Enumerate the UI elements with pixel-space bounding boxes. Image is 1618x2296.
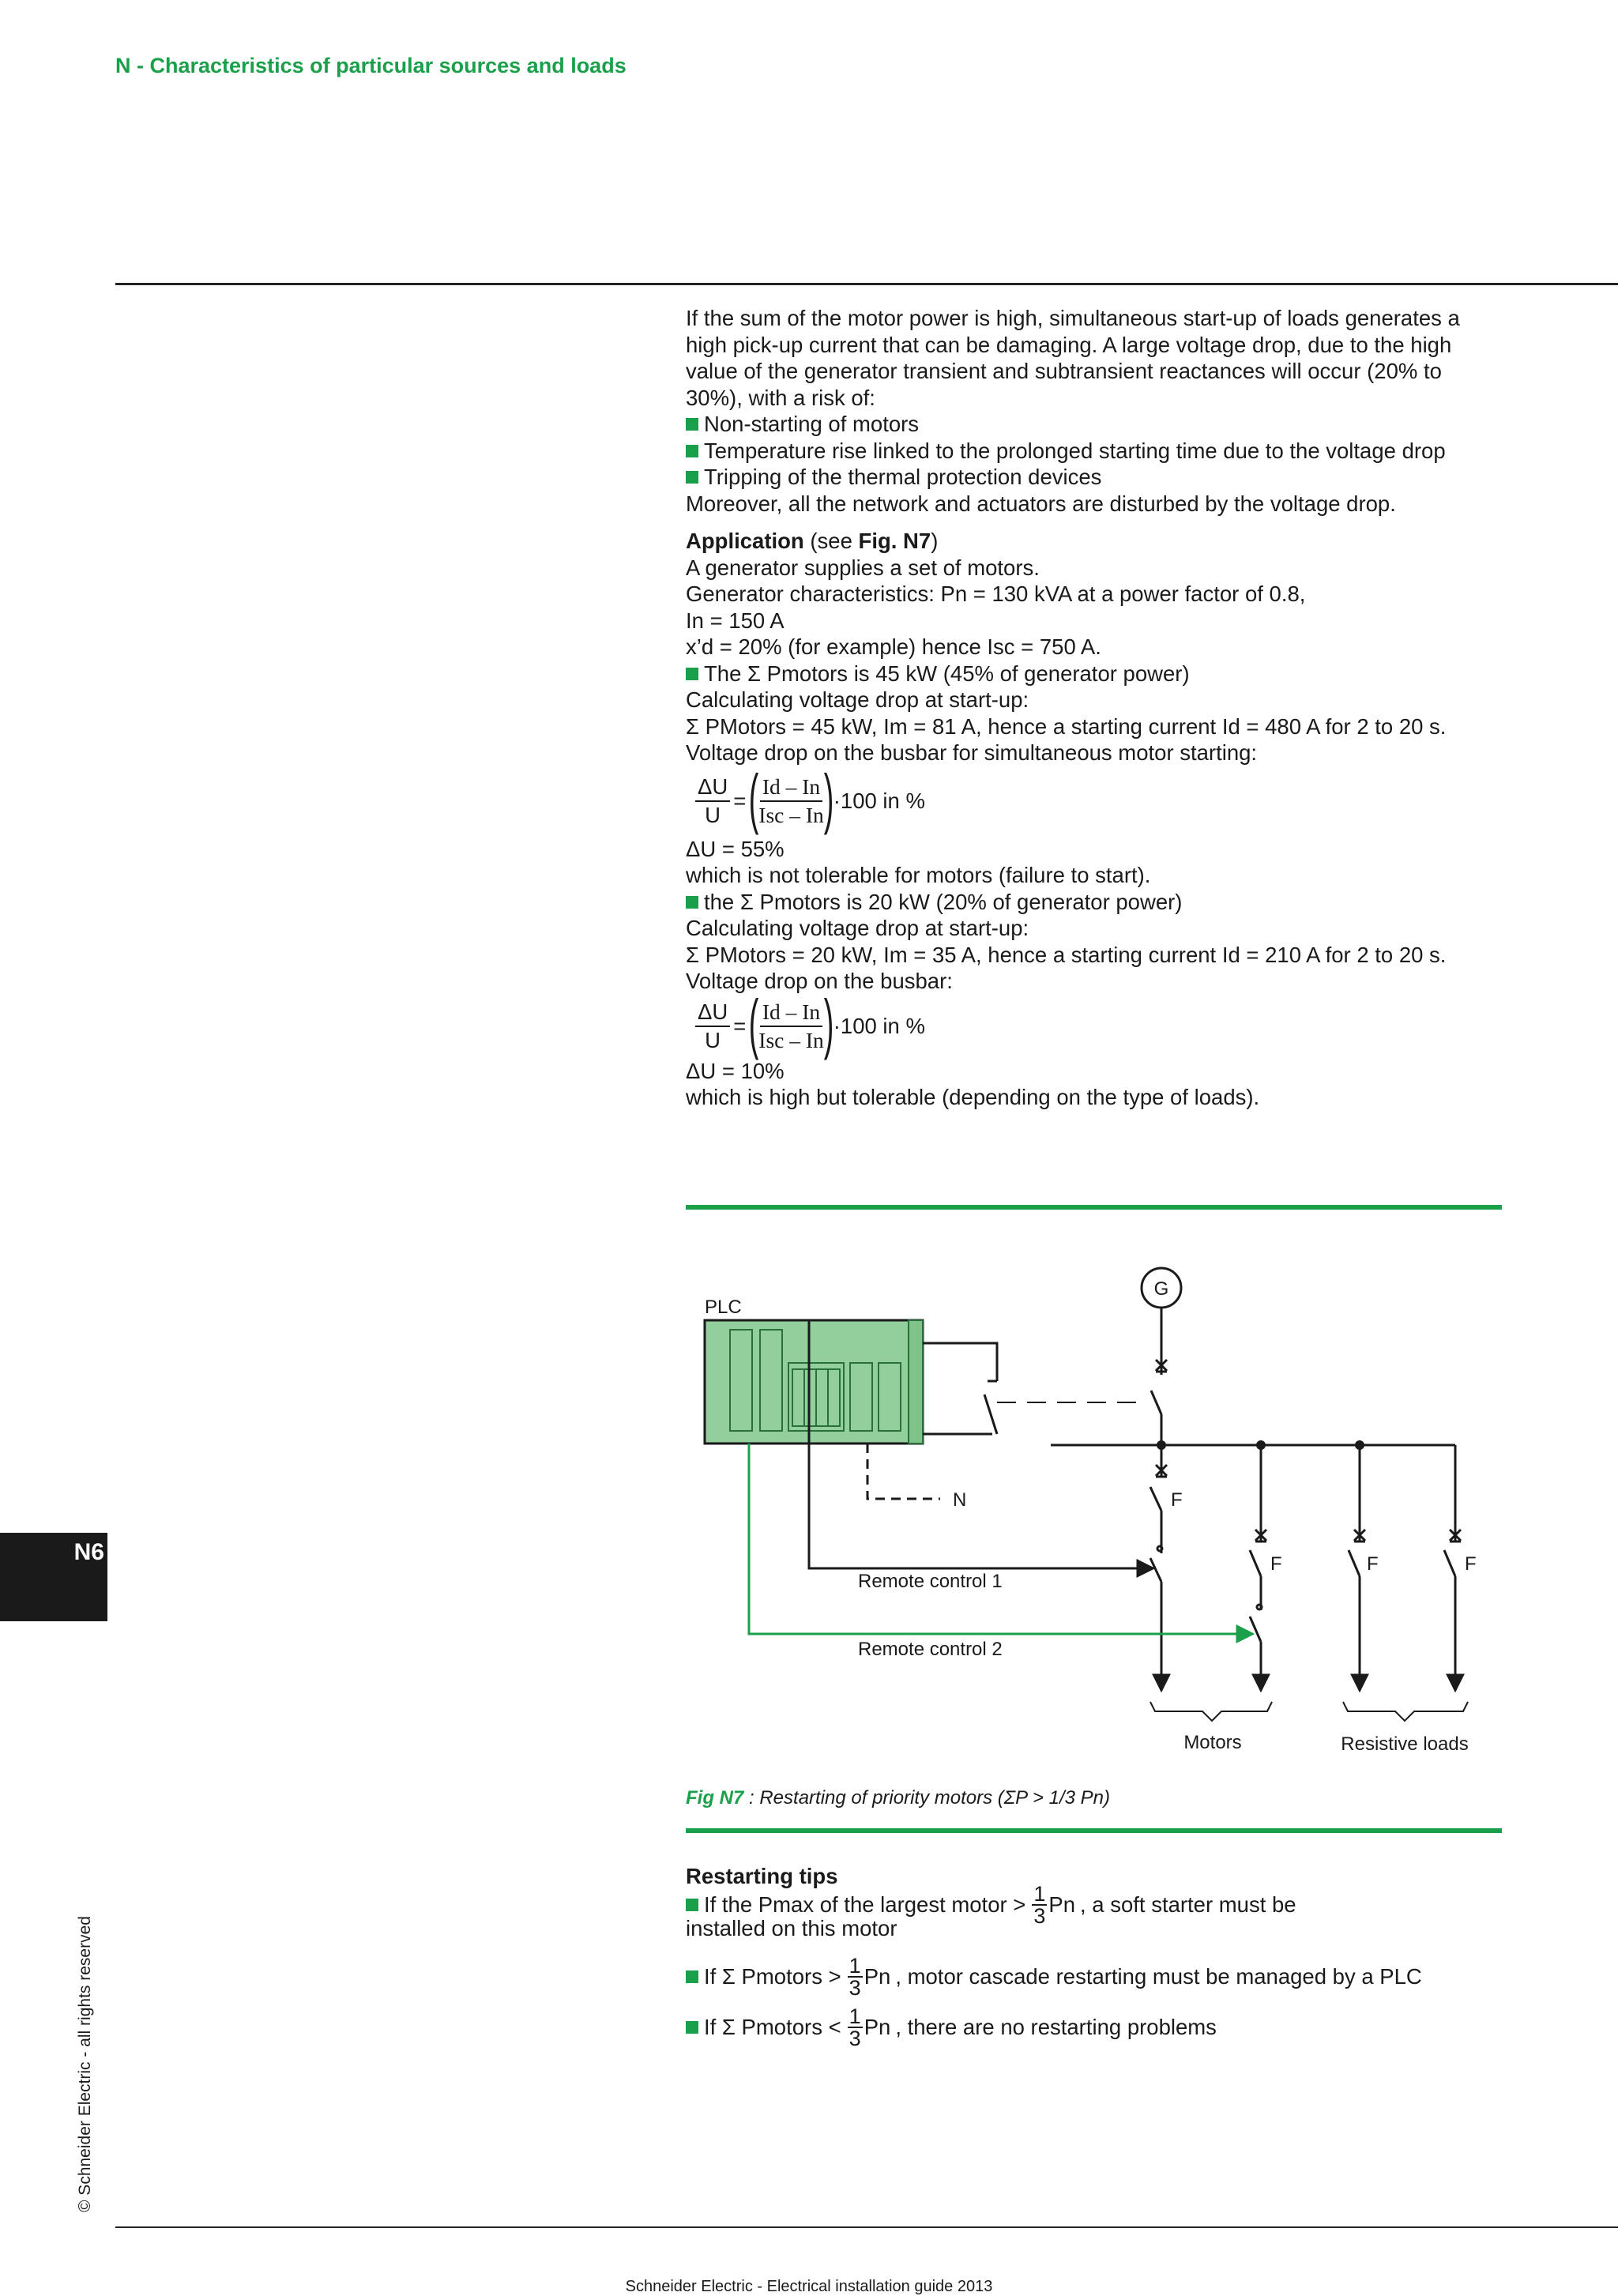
plc-label: PLC (705, 1297, 742, 1318)
resistive-loads-brace (1343, 1702, 1468, 1721)
figure-caption: Fig N7 : Restarting of priority motors (ΣP > 1/3 Pn) (686, 1787, 1111, 1809)
case2-line: Voltage drop on the busbar: (686, 969, 953, 993)
case1-line: Calculating voltage drop at start-up: (686, 687, 1029, 712)
restarting-tips (686, 1863, 1499, 2049)
case2-result: ΔU = 10% (686, 1058, 785, 1083)
tip-item: If Σ Pmotors > 1 3 Pn , motor cascade restarting must be managed by a PLC (686, 1955, 1499, 1998)
fuse-label: F (1270, 1553, 1282, 1575)
remote-control-2-line (749, 1443, 1253, 1634)
case1-result: ΔU = 55% (686, 836, 785, 861)
tips-heading: Restarting tips (686, 1864, 838, 1888)
motors-brace (1150, 1702, 1272, 1721)
fuse-label: F (1367, 1553, 1379, 1575)
risk-item: Non-starting of motors (686, 411, 1499, 438)
generator-label: G (1153, 1278, 1169, 1300)
intro-paragraph: If the sum of the motor power is high, simultaneous start-up of loads generates a high pick-up current that can be damaging. A large voltage drop, due to the high value of the generator transient and subtransient reactances will occur (20% to 30%), with a risk of: (686, 306, 1460, 410)
application-heading: Application (see Fig. N7) (686, 529, 939, 553)
motors-label: Motors (1183, 1732, 1242, 1753)
case2-line: Calculating voltage drop at start-up: (686, 916, 1029, 940)
fuse-label: F (1171, 1489, 1183, 1511)
case2-comment: which is high but tolerable (depending on the type of loads). (686, 1085, 1260, 1109)
restart-diagram (686, 1248, 1507, 1770)
case1-comment: which is not tolerable for motors (failure to start). (686, 863, 1151, 887)
case2-bullet: the Σ Pmotors is 20 kW (20% of generator power) (686, 889, 1499, 916)
voltage-drop-formula: $\frac{\Delta U}{U}$ = ( $\frac{Id - In}{\text{Isc – In}}$ ) ·100 in % (695, 766, 1499, 836)
page-tab: N6 (0, 1533, 107, 1621)
plc-unit (705, 1320, 923, 1443)
running-header: N - Characteristics of particular sources and loads (115, 54, 627, 77)
application-line: A generator supplies a set of motors. (686, 555, 1040, 580)
neutral-label: N (953, 1489, 967, 1511)
figure-top-rule (686, 1205, 1502, 1210)
remote-control-2-label: Remote control 2 (858, 1639, 1003, 1660)
risk-item: Temperature rise linked to the prolonged starting time due to the voltage drop (686, 438, 1499, 465)
case1-line: Voltage drop on the busbar for simultaneous motor starting: (686, 740, 1258, 765)
tip-item: If the Pmax of the largest motor > 1 3 Pn , a soft starter must be (686, 1884, 1499, 1926)
page-footer: Schneider Electric - Electrical installation guide 2013 (625, 2278, 993, 2295)
fuse-label: F (1465, 1553, 1477, 1575)
application-line: Generator characteristics: Pn = 130 kVA at a power factor of 0.8, (686, 582, 1306, 606)
copyright-notice: © Schneider Electric - all rights reserved (76, 1916, 94, 2212)
case1-line: Σ PMotors = 45 kW, Im = 81 A, hence a starting current Id = 480 A for 2 to 20 s. (686, 713, 1447, 739)
case2-line: Σ PMotors = 20 kW, Im = 35 A, hence a starting current Id = 210 A for 2 to 20 s. (686, 942, 1447, 967)
generator-breaker-icon (1151, 1360, 1167, 1414)
footer-rule (115, 2226, 1618, 2228)
remote-control-1-label: Remote control 1 (858, 1571, 1003, 1592)
main-text (686, 305, 1499, 1111)
tip-continuation: installed on this motor (686, 1915, 897, 1940)
figure-bottom-rule (686, 1828, 1502, 1833)
header-rule (115, 283, 1618, 285)
intro-conclusion: Moreover, all the network and actuators are disturbed by the voltage drop. (686, 491, 1396, 516)
case1-bullet: The Σ Pmotors is 45 kW (45% of generator power) (686, 661, 1499, 687)
tip-item: If Σ Pmotors < 1 3 Pn , there are no restarting problems (686, 2006, 1499, 2049)
resistive-loads-label: Resistive loads (1341, 1733, 1469, 1755)
application-line: x’d = 20% (for example) hence Isc = 750 A. (686, 634, 1101, 659)
application-line: In = 150 A (686, 608, 785, 633)
voltage-drop-formula: $\frac{\Delta U}{U}$ = ( $\frac{Id - In}{\text{Isc – In}}$ ) ·100 in % (695, 995, 1499, 1058)
risk-item: Tripping of the thermal protection devices (686, 464, 1499, 491)
